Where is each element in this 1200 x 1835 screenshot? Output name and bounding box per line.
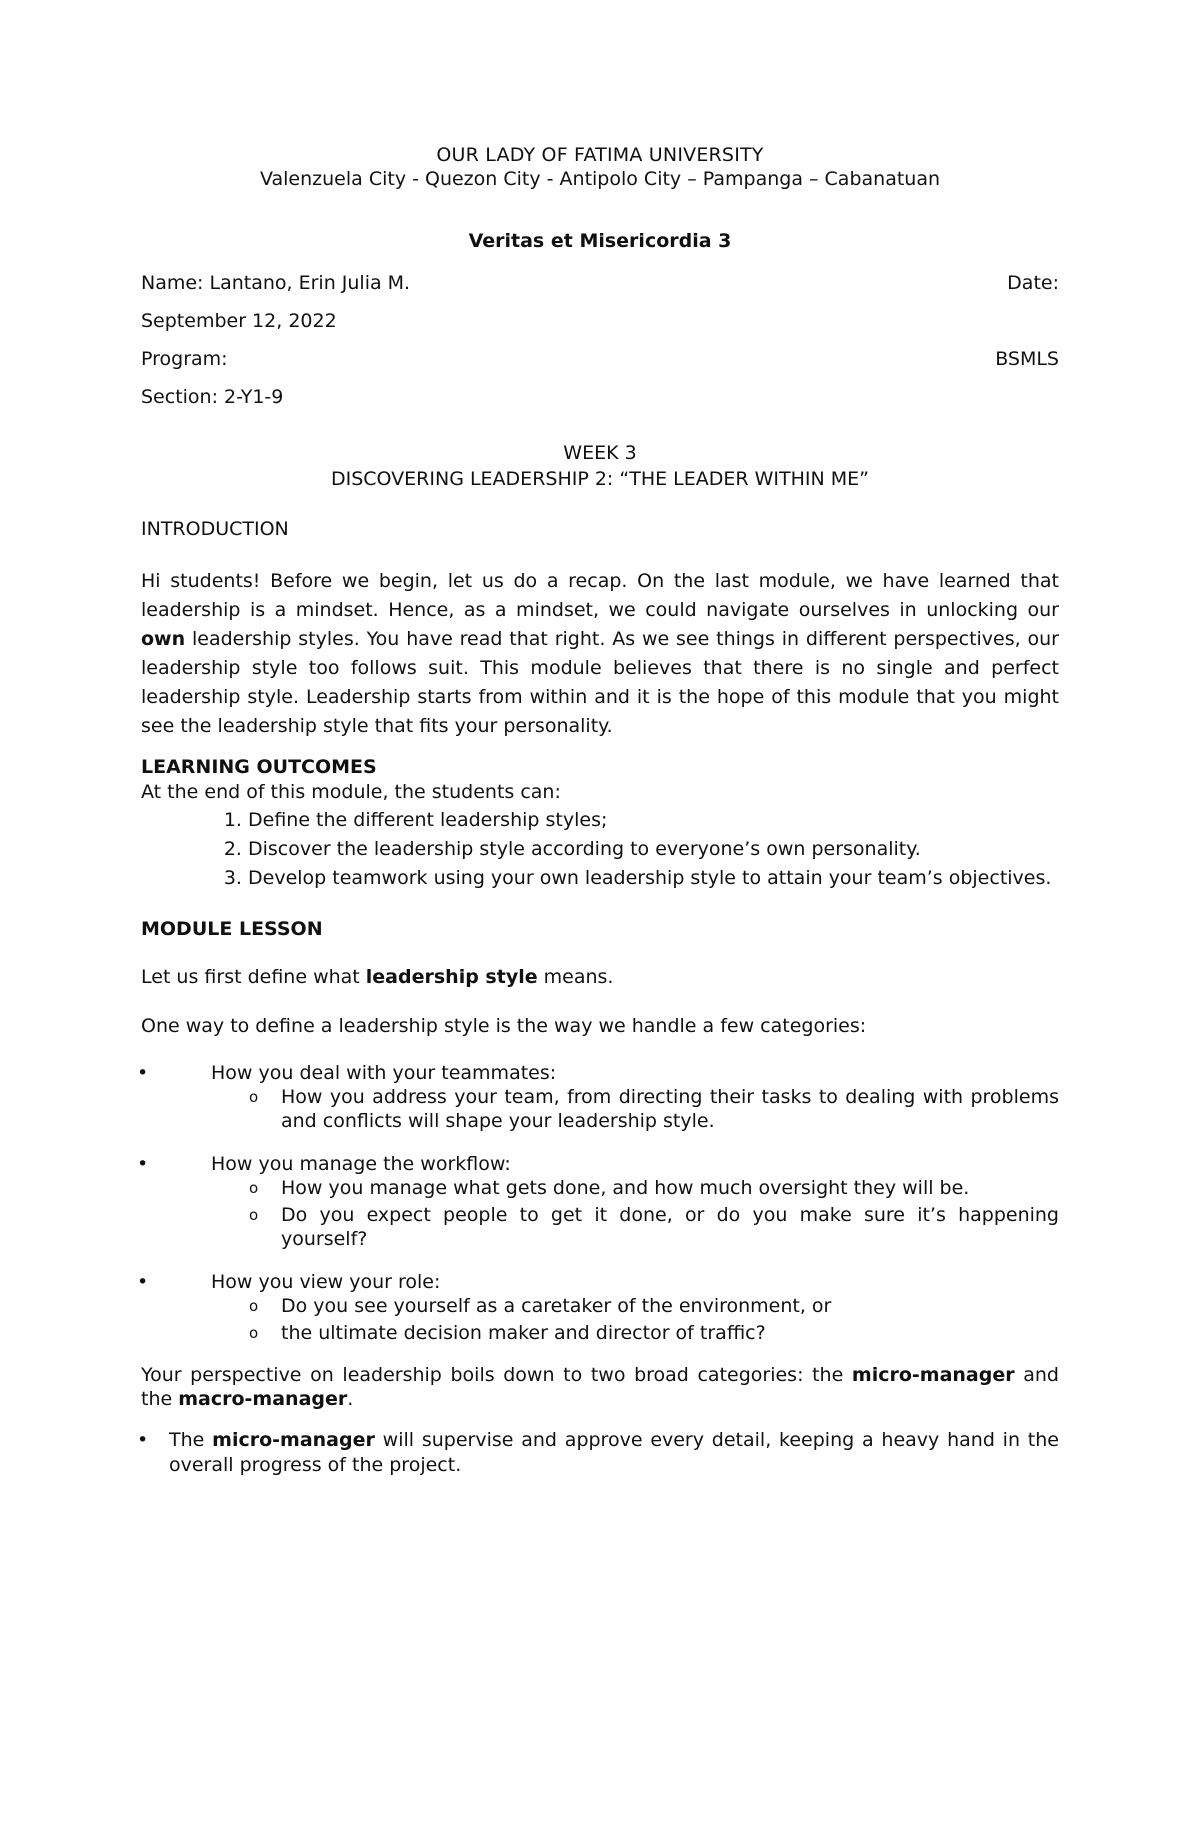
manager-types-list — [137, 1428, 1059, 1478]
list-item — [137, 1428, 1059, 1478]
course-title: Veritas et Misericordia 3 — [468, 230, 732, 252]
sub-list — [211, 1176, 1059, 1251]
intro-text-2: leadership styles. You have read that right. As we see things in different perspectives, our leadership style too follows suit. This module believes that there is no single and perfect leadership style. Leadership starts from within and it is the hope of this module that you might see the leadership style that fits your personality. — [141, 628, 1059, 737]
learning-outcomes-heading: LEARNING OUTCOMES — [141, 756, 377, 778]
perspective-bold-macro: macro-manager — [178, 1388, 348, 1410]
bullet-icon: • — [137, 1062, 149, 1084]
list-item — [137, 1270, 1059, 1345]
categories-list — [137, 1061, 1059, 1345]
define-text-1: Let us first define what — [141, 966, 366, 988]
student-name: Name: Lantano, Erin Julia M. — [141, 272, 411, 294]
define-text-2: means. — [537, 966, 614, 988]
leadership-style-definition — [141, 963, 1059, 991]
intro-bold-own: own — [141, 628, 186, 650]
circle-bullet-icon: o — [249, 1206, 259, 1224]
circle-bullet-icon: o — [249, 1179, 259, 1197]
sub-item — [211, 1321, 1059, 1345]
perspective-text-1: Your perspective on leadership boils down to two broad categories: the — [141, 1364, 852, 1386]
category-label: How you manage the workflow: — [211, 1153, 511, 1175]
sub-item-text: Do you see yourself as a caretaker of the environment, or — [281, 1295, 832, 1317]
sub-item — [211, 1176, 1059, 1200]
introduction-paragraph — [141, 567, 1059, 741]
introduction-heading: INTRODUCTION — [141, 518, 289, 540]
campus-list: Valenzuela City - Quezon City - Antipolo City – Pampanga – Cabanatuan — [259, 168, 941, 190]
list-item — [137, 1061, 1059, 1133]
bullet-icon: • — [137, 1429, 149, 1451]
list-item: 2. Discover the leadership style according to everyone’s own personality. — [248, 835, 1059, 864]
list-item: 3. Develop teamwork using your own leadership style to attain your team’s objectives. — [248, 864, 1059, 893]
perspective-text-2: and the — [141, 1364, 1059, 1410]
sub-list — [211, 1085, 1059, 1133]
perspective-bold-micro: micro-manager — [851, 1364, 1015, 1386]
micro-bold: micro-manager — [212, 1429, 375, 1451]
name-date-row — [141, 269, 1059, 297]
module-lesson-heading: MODULE LESSON — [141, 918, 323, 940]
week-label: WEEK 3 — [563, 442, 637, 464]
program-value: BSMLS — [995, 348, 1059, 370]
date-value: September 12, 2022 — [141, 310, 337, 332]
learning-outcomes-intro: At the end of this module, the students can: — [141, 781, 561, 803]
circle-bullet-icon: o — [249, 1297, 259, 1315]
sub-item — [211, 1294, 1059, 1318]
category-label: How you deal with your teammates: — [211, 1062, 557, 1084]
intro-text-1: Hi students! Before we begin, let us do a recap. On the last module, we have learned that leadership is a mindset. Hence, as a mindset, we could navigate ourselves in unlocking our — [141, 570, 1059, 621]
program-label: Program: — [141, 348, 228, 370]
category-label: How you view your role: — [211, 1271, 441, 1293]
university-name: OUR LADY OF FATIMA UNIVERSITY — [436, 144, 764, 166]
sub-item-text: How you manage what gets done, and how much oversight they will be. — [281, 1177, 970, 1199]
micro-text-1: The — [169, 1429, 213, 1451]
sub-item-text: the ultimate decision maker and director of traffic? — [281, 1322, 766, 1344]
list-item: 1. Define the different leadership styles; — [248, 806, 1059, 835]
list-item — [137, 1152, 1059, 1251]
perspective-paragraph — [141, 1363, 1059, 1411]
bullet-icon: • — [137, 1271, 149, 1293]
section-value: Section: 2-Y1-9 — [141, 386, 284, 408]
sub-item — [211, 1085, 1059, 1133]
perspective-text-3: . — [347, 1388, 354, 1410]
sub-item-text: Do you expect people to get it done, or do you make sure it’s happening yourself? — [281, 1204, 1059, 1250]
sub-item-text: How you address your team, from directing their tasks to dealing with problems and conflicts will shape your leadership style. — [281, 1086, 1059, 1132]
learning-outcomes-list — [141, 806, 1059, 893]
sub-item — [211, 1203, 1059, 1251]
sub-list — [211, 1294, 1059, 1345]
micro-text-2: will supervise and approve every detail, keeping a heavy hand in the overall progress of the project. — [169, 1429, 1059, 1476]
bullet-icon: • — [137, 1153, 149, 1175]
circle-bullet-icon: o — [249, 1088, 259, 1106]
categories-intro: One way to define a leadership style is the way we handle a few categories: — [141, 1015, 867, 1037]
topic-title: DISCOVERING LEADERSHIP 2: “THE LEADER WITHIN ME” — [331, 468, 869, 490]
program-row — [141, 345, 1059, 373]
date-label: Date: — [1007, 272, 1059, 294]
circle-bullet-icon: o — [249, 1324, 259, 1342]
define-bold: leadership style — [365, 966, 538, 988]
